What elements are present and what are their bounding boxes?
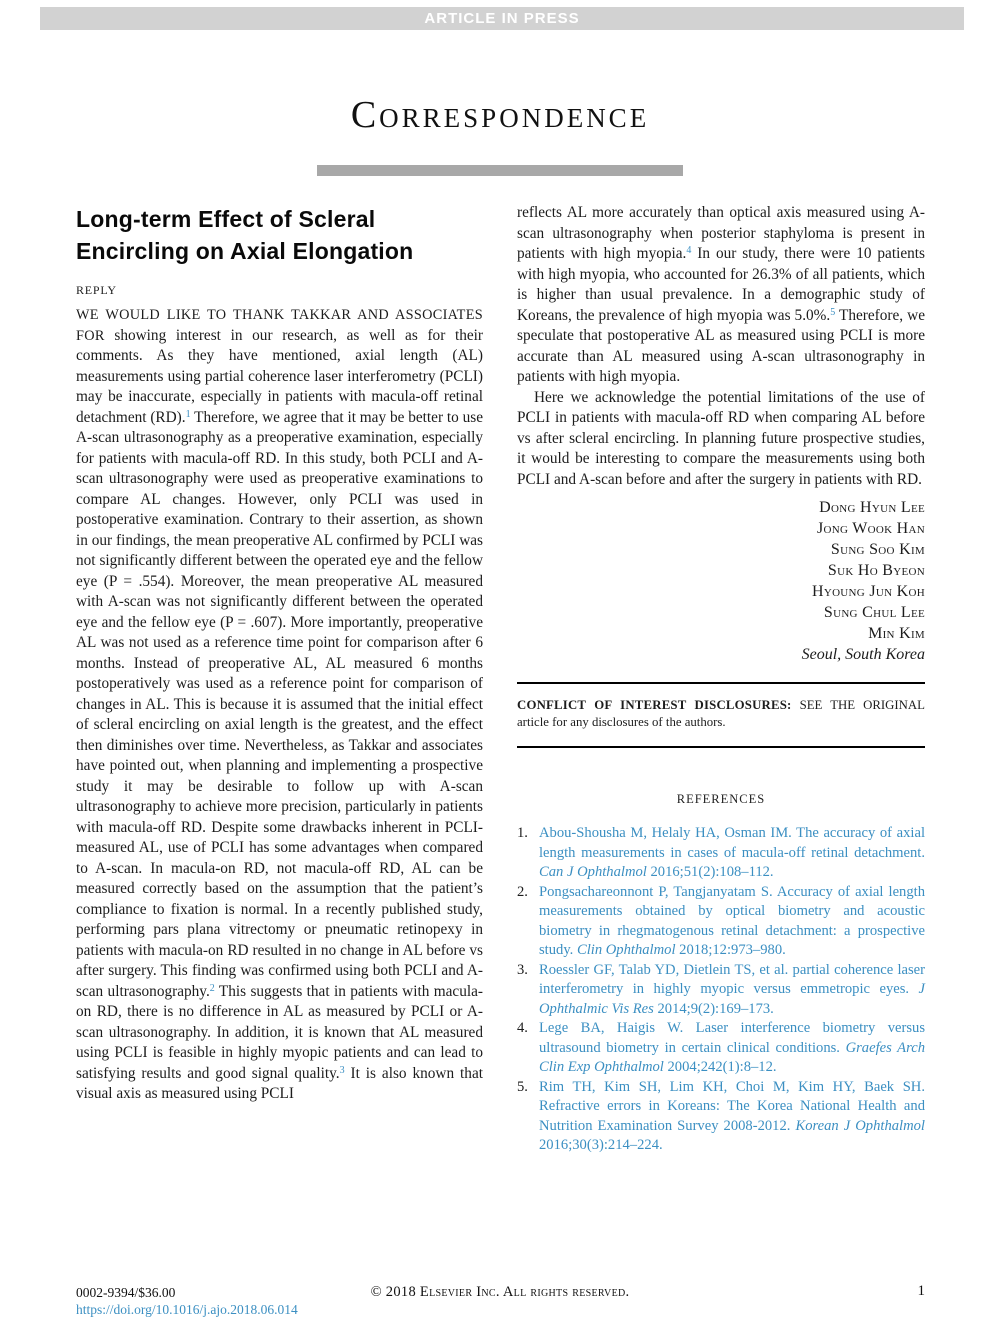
reference-citation-link[interactable] — [539, 884, 925, 959]
divider-rule-bottom — [517, 746, 925, 748]
reference-item[interactable] — [517, 824, 925, 883]
text-segment: J Ophthalmic Vis Res — [539, 981, 925, 1017]
footer-doi-link[interactable]: https://doi.org/10.1016/j.ajo.2018.06.014 — [76, 1302, 298, 1317]
reference-item[interactable] — [517, 961, 925, 1020]
text-segment: Rim TH, Kim SH, Lim KH, Choi M, Kim HY, Baek SH. Refractive errors in Koreans: The Korea National Health and Nutrition Examination Survey 2008-2012. — [539, 1078, 925, 1134]
text-segment: In our study, there were 10 patients with high myopia, who accounted for 26.3% of all patients, which is higher than usual prevalence. In a demographic study of Koreans, the prevalence of high myopia was 5.0%. — [517, 245, 925, 324]
text-segment: Can J Ophthalmol — [539, 864, 647, 880]
reference-citation-link[interactable] — [539, 1079, 925, 1154]
article-title-line2: Encircling on Axial Elongation — [76, 238, 414, 264]
reference-number: 1. — [517, 825, 528, 841]
article-title-line1: Long-term Effect of Scleral — [76, 206, 376, 232]
reference-list — [517, 824, 925, 1156]
left-column — [76, 203, 483, 1105]
author-list — [517, 497, 925, 666]
text-segment: reflects AL more accurately than optical axis measured using A-scan ultrasonography when posterior staphyloma is present in patients with high myopia. — [517, 204, 925, 262]
footer-copyright: © 2018 Elsevier Inc. All rights reserved. — [370, 1284, 630, 1300]
text-segment: Graefes Arch Clin Exp Ophthalmol — [539, 1039, 925, 1075]
citation-superscript[interactable]: 5 — [830, 306, 836, 318]
text-segment: 2016;30(3):214–224. — [539, 1137, 663, 1153]
text-segment: 2016;51(2):108–112. — [646, 864, 774, 880]
reference-number: 3. — [517, 961, 528, 978]
body-paragraph-left — [76, 305, 483, 1105]
section-masthead-title: Correspondence — [350, 94, 650, 136]
text-segment: Pongsachareonnont P, Tangjanyatam S. Accuracy of axial length measurements obtained by optical biometry and acoustic biometry in rhegmatogenous retinal detachment: a prospective study. — [539, 883, 925, 958]
text-segment: 2018;12:973–980. — [675, 942, 786, 958]
reference-citation-link[interactable] — [539, 962, 925, 1017]
article-in-press-label: ARTICLE IN PRESS — [424, 10, 580, 27]
reference-citation-link[interactable] — [539, 1020, 925, 1075]
reference-number: 4. — [517, 1020, 528, 1036]
author-location: Seoul, South Korea — [801, 646, 925, 663]
reference-item[interactable] — [517, 1078, 925, 1156]
author-name: Sung Chul Lee — [823, 604, 925, 621]
disclosure-text: SEE THE ORIGINAL article for any disclosures of the authors. — [517, 698, 925, 729]
masthead-divider-bar — [317, 165, 683, 176]
text-segment: Roessler GF, Talab YD, Dietlein TS, et al. partial coherence laser interferometry in highly myopic versus emmetropic eyes. — [539, 961, 925, 997]
text-segment: Korean J Ophthalmol — [795, 1117, 925, 1134]
reference-item[interactable] — [517, 883, 925, 961]
text-segment: This suggests that in patients with macula-on RD, there is no difference in AL as measured by PCLI or A-scan ultrasonography. In addition, it is known that AL measured using PCLI is feasible in highly myopic patients and can lead to satisfying results and good signal quality. — [76, 982, 483, 1082]
conflict-of-interest-disclosure — [517, 697, 925, 731]
text-segment: Therefore, we speculate that postoperative AL as measured using PCLI is more accurate than AL measured using A-scan ultrasonography in patients with high myopia. — [517, 306, 925, 385]
reference-citation-link[interactable] — [539, 825, 925, 880]
article-in-press-banner — [40, 7, 964, 30]
text-segment: Abou-Shousha M, Helaly HA, Osman IM. The accuracy of axial length measurements in cases of macula-off retinal detachment. — [539, 825, 925, 861]
citation-superscript[interactable]: 4 — [686, 245, 692, 256]
body-paragraph-right-2: Here we acknowledge the potential limitations of the use of PCLI in patients with macula-off RD when comparing AL before vs after scleral encircling. In planning future prospective studies, it would be interesting to compare the measurements using both PCLI and A-scan before and after the surgery in patients with RD. — [517, 388, 925, 488]
references-heading: REFERENCES — [676, 792, 766, 806]
text-segment: showing interest in our research, as well as for their comments. As they have mentioned, axial length (AL) measurements using partial coherence laser interferometry (PCLI) may be inaccurate, especially in patients with macula-off retinal detachment (RD). — [76, 326, 483, 426]
footer-page-number: 1 — [917, 1283, 925, 1299]
text-segment: 2004;242(1):8–12. — [663, 1059, 777, 1075]
citation-superscript[interactable]: 1 — [185, 408, 191, 420]
reply-label: REPLY — [76, 283, 117, 297]
text-segment: It is also known that visual axis as measured using PCLI — [76, 1064, 483, 1102]
reference-item[interactable] — [517, 1019, 925, 1078]
right-column — [517, 203, 925, 1156]
divider-rule-top — [517, 682, 925, 684]
author-name: Hyoung Jun Koh — [811, 583, 925, 600]
body-paragraph-right-1 — [517, 203, 925, 388]
author-name: Dong Hyun Lee — [819, 499, 925, 516]
disclosure-lead: CONFLICT OF INTEREST DISCLOSURES: — [517, 698, 792, 712]
text-segment: Clin Ophthalmol — [576, 942, 676, 958]
article-title — [76, 203, 483, 267]
reference-number: 2. — [517, 883, 528, 900]
footer-issn-price: 0002-9394/$36.00 — [76, 1285, 176, 1300]
text-segment: WE WOULD LIKE TO THANK TAKKAR AND ASSOCIATES FOR — [76, 307, 483, 344]
text-segment: 2014;9(2):169–173. — [653, 1000, 774, 1017]
text-segment: Lege BA, Haigis W. Laser interference biometry versus ultrasound biometry in certain clinical conditions. — [539, 1020, 925, 1056]
author-name: Suk Ho Byeon — [827, 562, 925, 579]
author-name: Sung Soo Kim — [830, 541, 925, 558]
citation-superscript[interactable]: 3 — [339, 1064, 345, 1076]
author-name: Min Kim — [868, 625, 925, 642]
citation-superscript[interactable]: 2 — [209, 982, 215, 994]
reference-number: 5. — [517, 1078, 528, 1095]
text-segment: Therefore, we agree that it may be better to use A-scan ultrasonography as a preoperative examination, especially for patients with macula-off RD. In this study, both PCLI and A-scan ultrasonography were used as preoperative examinations to compare AL changes. However, only PCLI was used in postoperative examination. Contrary to their assertion, as shown in our findings, the mean preoperative AL confirmed by PCLI was not significantly different between the operated eye and the fellow eye (P = .554). Moreover, the mean preoperative AL measured with A-scan was not significantly different between the operated eye and the fellow eye (P = .607). More importantly, preoperative AL was not used as a reference time point for comparison after 6 months. Instead of preoperative AL, AL measured 6 months postoperatively was used as a reference point for comparison of changes in AL. This is because it is assumed that the initial effect of scleral encircling on axial length is the greatest, and the effect then diminishes over time. Nevertheless, as Takkar and associates have pointed out, when planning and implementing a prospective study it may be desirable to follow up with A-scan ultrasonography to achieve more precision, particularly in patients with macula-off RD. Despite some drawbacks inherent in PCLI-measured AL, use of PCLI has some advantages when compared to A-scan. In macula-on RD, not macula-off RD, AL can be measured correctly based on the assumption that the patient’s compliance to fixation is normal. In a recently published study, performing pars plana vitrectomy or pneumatic retinopexy in patients with macula-on RD resulted in no change in AL before vs after surgery. This finding was confirmed using both PCLI and A-scan ultrasonography. — [76, 408, 483, 1000]
author-name: Jong Wook Han — [816, 520, 925, 537]
